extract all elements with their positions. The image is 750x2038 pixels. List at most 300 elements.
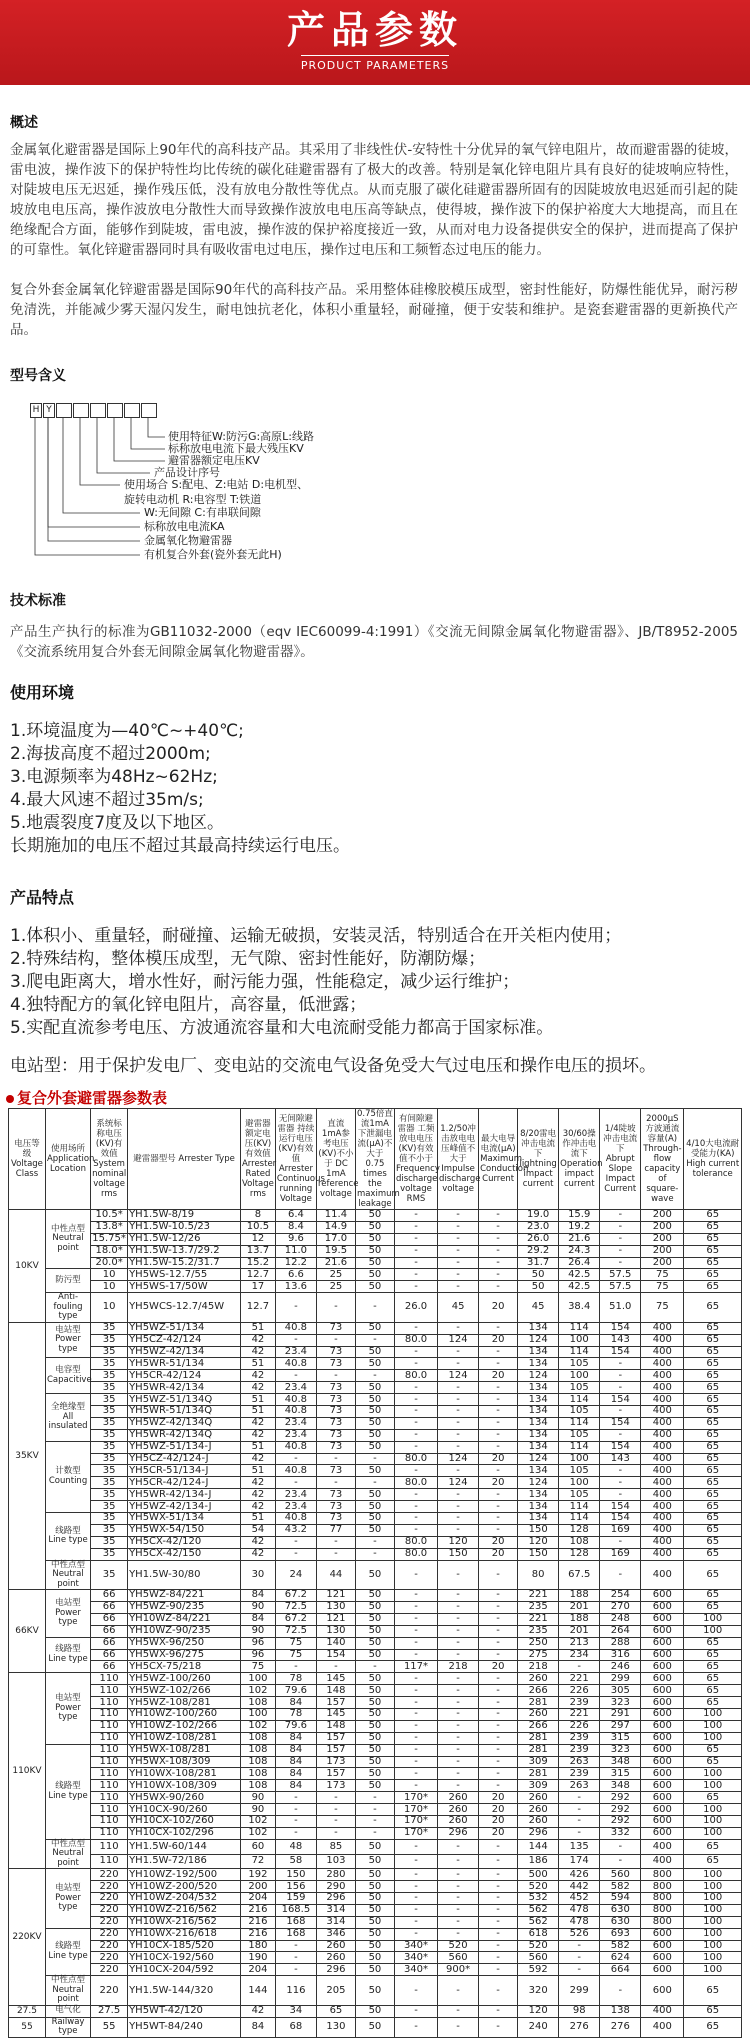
table-cell: - xyxy=(559,1661,600,1673)
application-location-cell: 电站型 Power type xyxy=(45,1869,90,1928)
application-location-cell: 电气化 xyxy=(45,2005,90,2017)
header-banner xyxy=(0,0,750,85)
table-cell: 693 xyxy=(600,1928,641,1940)
table-cell: 116 xyxy=(275,1976,316,2006)
table-cell: - xyxy=(479,1489,518,1501)
table-cell: 90 xyxy=(240,1804,275,1816)
table-cell: 560 xyxy=(518,1952,559,1964)
table-cell: 117* xyxy=(394,1661,437,1673)
table-cell: 292 xyxy=(600,1804,641,1816)
table-cell: 19.0 xyxy=(518,1210,559,1222)
table-cell: 128 xyxy=(559,1524,600,1536)
application-location-cell: 全绝缘型 All insulated xyxy=(45,1394,90,1442)
table-cell: 20 xyxy=(479,1370,518,1382)
table-row xyxy=(9,1685,742,1697)
table-cell: - xyxy=(316,1334,355,1346)
table-cell: 600 xyxy=(641,1792,684,1804)
application-location-cell: 线路型 Line type xyxy=(45,1928,90,1976)
arrester-type-cell: YH10WZ-100/260 xyxy=(128,1708,241,1720)
application-location-cell: 线路型 Line type xyxy=(45,1637,90,1673)
model-label: 标称放电电流下最大残压KV xyxy=(168,442,304,455)
table-cell: 84 xyxy=(240,1590,275,1602)
table-cell: - xyxy=(275,1370,316,1382)
table-cell: 200 xyxy=(641,1257,684,1269)
table-cell: 58 xyxy=(275,1854,316,1869)
table-cell: - xyxy=(600,1477,641,1489)
table-cell: 332 xyxy=(600,1827,641,1839)
table-cell: 600 xyxy=(641,1940,684,1952)
table-cell: 80.0 xyxy=(394,1477,437,1489)
table-cell: 400 xyxy=(641,1405,684,1417)
table-row xyxy=(9,1293,742,1323)
table-row xyxy=(9,1827,742,1839)
arrester-type-cell: YH10WZ-216/562 xyxy=(128,1904,241,1916)
table-cell: 72.5 xyxy=(275,1625,316,1637)
table-cell: 65 xyxy=(684,1489,742,1501)
arrester-type-cell: YH5WCS-12.7/45W xyxy=(128,1293,241,1323)
table-cell: 270 xyxy=(600,1601,641,1613)
table-cell: 157 xyxy=(316,1697,355,1709)
table-cell: 73 xyxy=(316,1429,355,1441)
table-cell: - xyxy=(394,1233,437,1245)
table-cell: 40.8 xyxy=(275,1512,316,1524)
table-row xyxy=(9,1477,742,1489)
arrester-type-cell: YH5WX-96/250 xyxy=(128,1637,241,1649)
table-cell: - xyxy=(479,1839,518,1854)
table-cell: - xyxy=(438,1976,479,2006)
table-cell: 13.7 xyxy=(240,1245,275,1257)
table-cell: - xyxy=(394,1744,437,1756)
application-location-cell: 电站型 Power type xyxy=(45,1590,90,1638)
table-cell: 90 xyxy=(240,1792,275,1804)
table-cell: - xyxy=(438,1732,479,1744)
table-cell: - xyxy=(479,1524,518,1536)
table-cell: 65 xyxy=(684,1417,742,1429)
table-cell: 65 xyxy=(684,1697,742,1709)
table-cell: 50 xyxy=(355,1512,394,1524)
table-cell: - xyxy=(394,1465,437,1477)
table-cell: 200 xyxy=(240,1881,275,1893)
table-cell: 50 xyxy=(355,1881,394,1893)
table-cell: 50 xyxy=(355,1744,394,1756)
table-cell: 110 xyxy=(91,1839,128,1854)
table-cell: - xyxy=(479,1780,518,1792)
table-cell: - xyxy=(559,1827,600,1839)
table-cell: 110 xyxy=(91,1768,128,1780)
table-cell: 130 xyxy=(316,1625,355,1637)
table-row xyxy=(9,1382,742,1394)
table-cell: 6.6 xyxy=(275,1269,316,1281)
model-box: H xyxy=(30,403,42,418)
table-cell: 66 xyxy=(91,1637,128,1649)
table-cell: 50 xyxy=(355,1429,394,1441)
table-cell: 102 xyxy=(240,1815,275,1827)
table-cell: - xyxy=(438,1590,479,1602)
table-cell: 110 xyxy=(91,1804,128,1816)
table-cell: 134 xyxy=(518,1346,559,1358)
table-cell: - xyxy=(394,1649,437,1661)
table-cell: 50 xyxy=(355,1245,394,1257)
table-cell: - xyxy=(438,1708,479,1720)
table-cell: 23.4 xyxy=(275,1501,316,1513)
table-cell: - xyxy=(479,2017,518,2037)
table-row xyxy=(9,1976,742,2006)
table-cell: 65 xyxy=(684,2005,742,2017)
table-cell: 65 xyxy=(316,2005,355,2017)
table-row xyxy=(9,1536,742,1548)
table-cell: - xyxy=(394,1269,437,1281)
table-cell: 20 xyxy=(479,1792,518,1804)
table-cell: 57.5 xyxy=(600,1269,641,1281)
table-cell: - xyxy=(438,1465,479,1477)
table-cell: 180 xyxy=(240,1940,275,1952)
column-header: 4/10大电流耐受能力(KA) High current tolerance xyxy=(684,1109,742,1210)
table-cell: 800 xyxy=(641,1893,684,1905)
table-cell: 77 xyxy=(316,1524,355,1536)
table-cell: 42 xyxy=(240,1536,275,1548)
application-location-cell: 电站型 Power type xyxy=(45,1322,90,1358)
table-cell: - xyxy=(438,1417,479,1429)
table-cell: 25 xyxy=(316,1281,355,1293)
table-cell: 40.8 xyxy=(275,1358,316,1370)
table-cell: 50 xyxy=(355,1489,394,1501)
table-cell: 65 xyxy=(684,1334,742,1346)
table-cell: 65 xyxy=(684,1245,742,1257)
table-cell: 145 xyxy=(316,1708,355,1720)
table-cell: 154 xyxy=(600,1417,641,1429)
table-cell: 20 xyxy=(479,1548,518,1560)
table-cell: - xyxy=(479,1233,518,1245)
table-cell: 50 xyxy=(355,1928,394,1940)
table-cell: 192 xyxy=(240,1869,275,1881)
table-cell: 35 xyxy=(91,1417,128,1429)
table-cell: 50 xyxy=(355,1839,394,1854)
table-cell: - xyxy=(559,1940,600,1952)
table-cell: 15.75* xyxy=(92,1233,126,1245)
table-cell: 110 xyxy=(91,1756,128,1768)
arrester-type-cell: YH5CR-42/124-J xyxy=(128,1477,241,1489)
table-cell: 66 xyxy=(91,1601,128,1613)
table-cell: 600 xyxy=(641,1928,684,1940)
application-location-cell: Railway type xyxy=(45,2017,90,2037)
table-cell: 12.2 xyxy=(275,1257,316,1269)
table-row xyxy=(9,1453,742,1465)
table-cell: 100 xyxy=(559,1477,600,1489)
arrester-type-cell: YH10CX-102/260 xyxy=(128,1815,241,1827)
table-cell: - xyxy=(394,1756,437,1768)
table-row xyxy=(9,1210,742,1222)
table-cell: 260 xyxy=(316,1940,355,1952)
table-cell: 90 xyxy=(240,1625,275,1637)
table-cell: 50 xyxy=(355,1869,394,1881)
table-cell: 108 xyxy=(240,1768,275,1780)
feature-item: 5.实配直流参考电压、方波通流容量和大电流耐受能力都高于国家标准。 xyxy=(10,1018,554,1038)
table-cell: 100 xyxy=(559,1370,600,1382)
table-cell: 150 xyxy=(275,1869,316,1881)
table-cell: 110 xyxy=(91,1815,128,1827)
table-cell: - xyxy=(355,1334,394,1346)
table-row xyxy=(9,1233,742,1245)
table-cell: - xyxy=(559,1815,600,1827)
table-cell: - xyxy=(479,1649,518,1661)
table-row xyxy=(9,1269,742,1281)
arrester-type-cell: YH10WZ-192/500 xyxy=(128,1869,241,1881)
arrester-type-cell: YH5WX-96/275 xyxy=(128,1649,241,1661)
standard-heading: 技术标准 xyxy=(10,593,66,609)
table-cell: 50 xyxy=(355,1708,394,1720)
table-cell: 42 xyxy=(240,1417,275,1429)
table-cell: 20 xyxy=(479,1453,518,1465)
table-cell: 276 xyxy=(559,2017,600,2037)
table-title xyxy=(6,1087,167,1108)
table-cell: 400 xyxy=(641,1441,684,1453)
application-location-cell: 线路型 Line type xyxy=(45,1512,90,1560)
arrester-type-cell: YH5CR-42/124 xyxy=(128,1370,241,1382)
table-cell: - xyxy=(479,1625,518,1637)
table-cell: 51 xyxy=(240,1405,275,1417)
arrester-type-cell: YH10WX-108/281 xyxy=(128,1768,241,1780)
table-cell: 221 xyxy=(559,1673,600,1685)
column-header: 系统标称电压(KV)有效值 System nominal voltage rms xyxy=(91,1109,128,1210)
table-cell: - xyxy=(394,1512,437,1524)
table-cell: 600 xyxy=(641,1964,684,1976)
table-cell: 50 xyxy=(355,1964,394,1976)
table-cell: 309 xyxy=(518,1780,559,1792)
table-row xyxy=(9,1869,742,1881)
table-cell: 29.2 xyxy=(518,1245,559,1257)
table-cell: 35 xyxy=(91,1441,128,1453)
table-row xyxy=(9,1358,742,1370)
table-cell: 100 xyxy=(684,1881,742,1893)
table-cell: 130 xyxy=(316,1601,355,1613)
table-cell: 43.2 xyxy=(275,1524,316,1536)
table-cell: 75 xyxy=(275,1649,316,1661)
table-cell: 9.6 xyxy=(275,1233,316,1245)
table-row xyxy=(9,1441,742,1453)
features-heading: 产品特点 xyxy=(10,888,75,907)
table-cell: 27.5 xyxy=(91,2005,128,2017)
table-cell: 592 xyxy=(518,1964,559,1976)
table-cell: 80.0 xyxy=(394,1334,437,1346)
table-row xyxy=(9,1257,742,1269)
table-cell: 154 xyxy=(600,1501,641,1513)
table-cell: - xyxy=(438,1869,479,1881)
table-cell: - xyxy=(479,1613,518,1625)
application-location-cell: Anti-fouling type xyxy=(45,1293,90,1323)
table-cell: 442 xyxy=(559,1881,600,1893)
table-cell: 315 xyxy=(600,1768,641,1780)
table-cell: 148 xyxy=(316,1685,355,1697)
table-cell: 323 xyxy=(600,1744,641,1756)
table-cell: 73 xyxy=(316,1322,355,1334)
table-cell: 124 xyxy=(438,1334,479,1346)
table-cell: 42 xyxy=(240,1334,275,1346)
table-cell: - xyxy=(394,1928,437,1940)
table-cell: 50 xyxy=(355,1649,394,1661)
table-cell: 134 xyxy=(518,1322,559,1334)
table-cell: 30 xyxy=(240,1560,275,1590)
table-cell: 240 xyxy=(518,2017,559,2037)
table-cell: 50 xyxy=(355,1524,394,1536)
table-cell: - xyxy=(438,1881,479,1893)
table-cell: 50 xyxy=(355,1601,394,1613)
table-cell: 35 xyxy=(91,1560,128,1590)
table-cell: 26.4 xyxy=(559,1257,600,1269)
table-cell: - xyxy=(600,1429,641,1441)
table-cell: 600 xyxy=(641,1613,684,1625)
table-cell: 124 xyxy=(438,1453,479,1465)
table-cell: - xyxy=(438,1744,479,1756)
table-cell: 10 xyxy=(91,1269,128,1281)
table-cell: 50 xyxy=(355,1625,394,1637)
table-cell: - xyxy=(479,1964,518,1976)
table-cell: 35 xyxy=(91,1524,128,1536)
column-header: 避雷器额定电压(KV)有效值 Arrester Rated Voltage rms xyxy=(240,1109,275,1210)
table-cell: 168 xyxy=(275,1916,316,1928)
table-cell: - xyxy=(394,1904,437,1916)
environment-item: 4.最大风速不超过35m/s; xyxy=(10,790,204,810)
table-cell: - xyxy=(394,1590,437,1602)
table-cell: 114 xyxy=(559,1512,600,1524)
arrester-type-cell: YH5CX-42/120 xyxy=(128,1536,241,1548)
table-cell: 220 xyxy=(91,1893,128,1905)
table-cell: 65 xyxy=(684,1293,742,1323)
table-cell: - xyxy=(438,1780,479,1792)
table-cell: 260 xyxy=(438,1804,479,1816)
table-cell: 50 xyxy=(355,1732,394,1744)
arrester-type-cell: YH1.5W-60/144 xyxy=(128,1839,241,1854)
table-cell: 35 xyxy=(91,1501,128,1513)
table-cell: 114 xyxy=(559,1322,600,1334)
model-label: W:无间隙 C:有串联间隙 xyxy=(144,506,261,519)
environment-item: 5.地震裂度7度及以下地区。 xyxy=(10,813,225,833)
table-cell: 50 xyxy=(355,1916,394,1928)
table-cell: 173 xyxy=(316,1780,355,1792)
table-cell: 600 xyxy=(641,1804,684,1816)
table-cell: 600 xyxy=(641,1744,684,1756)
table-cell: 65 xyxy=(684,1441,742,1453)
table-cell: 582 xyxy=(600,1881,641,1893)
table-cell: 40.8 xyxy=(275,1322,316,1334)
table-cell: - xyxy=(479,1501,518,1513)
table-cell: - xyxy=(438,1501,479,1513)
table-cell: 73 xyxy=(316,1512,355,1524)
column-header: 1.2/50冲击放电电压峰值不大于 Impulse discharge voltage xyxy=(438,1109,479,1210)
table-row xyxy=(9,1512,742,1524)
table-cell: 600 xyxy=(641,1673,684,1685)
table-cell: 134 xyxy=(518,1489,559,1501)
table-cell: 260 xyxy=(438,1792,479,1804)
table-cell: - xyxy=(438,1637,479,1649)
overview-heading: 概述 xyxy=(10,115,38,131)
table-cell: 239 xyxy=(559,1768,600,1780)
table-cell: 400 xyxy=(641,1501,684,1513)
table-cell: 35 xyxy=(91,1429,128,1441)
application-location-cell: 中性点型 Neutral point xyxy=(45,1839,90,1869)
table-cell: 42 xyxy=(240,1429,275,1441)
table-cell: 100 xyxy=(684,1893,742,1905)
table-cell: 65 xyxy=(684,1601,742,1613)
arrester-type-cell: YH5WZ-84/221 xyxy=(128,1590,241,1602)
table-cell: - xyxy=(394,1322,437,1334)
table-cell: 100 xyxy=(240,1708,275,1720)
table-cell: - xyxy=(316,1815,355,1827)
table-cell: - xyxy=(275,1827,316,1839)
table-cell: 235 xyxy=(518,1625,559,1637)
table-cell: 65 xyxy=(684,1649,742,1661)
table-cell: - xyxy=(600,1370,641,1382)
table-cell: - xyxy=(600,1489,641,1501)
table-cell: 154 xyxy=(600,1394,641,1406)
table-cell: 400 xyxy=(641,1512,684,1524)
table-cell: 65 xyxy=(684,1257,742,1269)
table-cell: 108 xyxy=(240,1732,275,1744)
table-cell: 400 xyxy=(641,1370,684,1382)
arrester-type-cell: YH5WX-108/281 xyxy=(128,1744,241,1756)
table-cell: 17 xyxy=(240,1281,275,1293)
table-cell: 220 xyxy=(91,1904,128,1916)
table-cell: - xyxy=(394,1625,437,1637)
table-cell: - xyxy=(479,1417,518,1429)
table-cell: 79.6 xyxy=(275,1685,316,1697)
table-cell: 12 xyxy=(240,1233,275,1245)
arrester-type-cell: YH5WZ-90/235 xyxy=(128,1601,241,1613)
table-cell: 26.0 xyxy=(394,1293,437,1323)
table-cell: 96 xyxy=(240,1637,275,1649)
table-cell: 200 xyxy=(641,1210,684,1222)
table-cell: - xyxy=(438,1429,479,1441)
table-cell: 21.6 xyxy=(316,1257,355,1269)
table-cell: 50 xyxy=(355,1720,394,1732)
table-cell: 280 xyxy=(316,1869,355,1881)
table-cell: 20.0* xyxy=(91,1257,128,1269)
table-cell: 50 xyxy=(355,1560,394,1590)
table-row xyxy=(9,1548,742,1560)
table-cell: 114 xyxy=(559,1394,600,1406)
table-cell: 105 xyxy=(559,1465,600,1477)
table-cell: 12.7 xyxy=(240,1269,275,1281)
column-header: 使用场所 Application Location xyxy=(45,1109,90,1210)
table-cell: 35 xyxy=(91,1405,128,1417)
table-cell: 600 xyxy=(641,1768,684,1780)
table-cell: 134 xyxy=(518,1429,559,1441)
table-cell: 170* xyxy=(394,1815,437,1827)
table-cell: - xyxy=(394,1976,437,2006)
table-cell: 320 xyxy=(518,1976,559,2006)
table-cell: - xyxy=(438,1685,479,1697)
table-cell: - xyxy=(394,1839,437,1854)
table-cell: - xyxy=(479,1601,518,1613)
arrester-type-cell: YH5WR-51/134 xyxy=(128,1358,241,1370)
table-cell: 154 xyxy=(600,1322,641,1334)
table-cell: - xyxy=(394,1768,437,1780)
table-cell: 220 xyxy=(91,1976,128,2006)
table-cell: 220 xyxy=(91,1964,128,1976)
table-cell: - xyxy=(559,1804,600,1816)
table-cell: 348 xyxy=(600,1780,641,1792)
table-cell: 220 xyxy=(91,1916,128,1928)
table-cell: 100 xyxy=(684,1940,742,1952)
table-cell: 800 xyxy=(641,1869,684,1881)
table-cell: 276 xyxy=(600,2017,641,2037)
table-row xyxy=(9,1916,742,1928)
table-row xyxy=(9,1322,742,1334)
table-cell: 100 xyxy=(684,1952,742,1964)
table-cell: 216 xyxy=(240,1904,275,1916)
table-cell: 297 xyxy=(600,1720,641,1732)
table-cell: 290 xyxy=(316,1881,355,1893)
table-cell: 50 xyxy=(355,1893,394,1905)
